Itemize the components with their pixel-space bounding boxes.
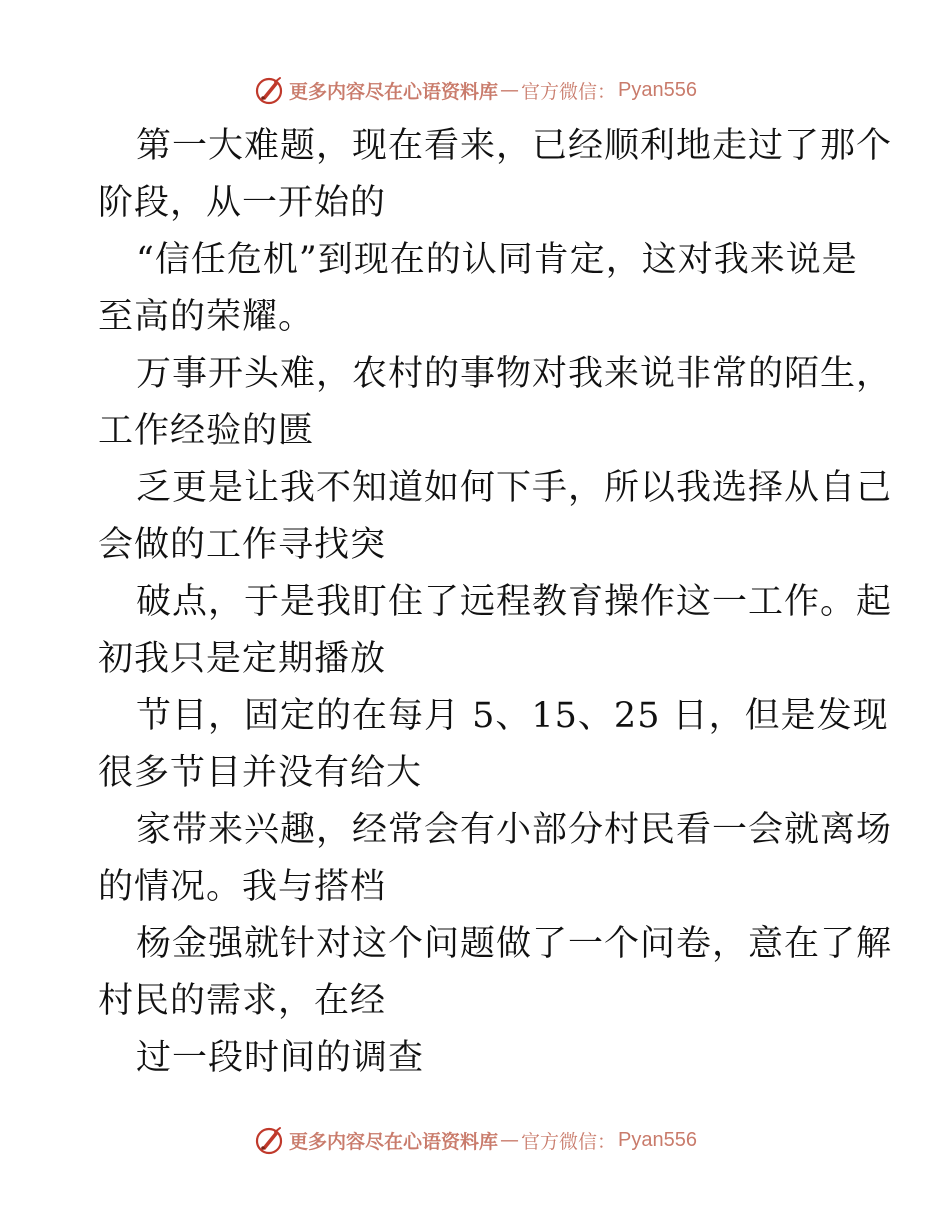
text-line: 节目，固定的在每月 5、15、25 日，但是发现 — [136, 696, 889, 736]
body-text — [98, 118, 893, 1087]
watermark-account-id: Pyan556 — [618, 78, 697, 101]
footer-watermark — [0, 1122, 950, 1158]
watermark-dash: — — [500, 79, 520, 101]
text-line: 第一大难题，现在看来，已经顺利地走过了那个 — [136, 126, 893, 166]
text-line: 过一段时间的调查 — [136, 1038, 425, 1078]
text-line: 工作经验的匮 — [98, 411, 315, 451]
quill-pen-logo-icon — [253, 1124, 285, 1156]
text-line: 家带来兴趣，经常会有小部分村民看一会就离场 — [136, 810, 893, 850]
watermark-label: 官方微信： — [521, 80, 617, 103]
text-line: “信任危机”到现在的认同肯定，这对我来说是 — [136, 240, 858, 280]
text-line: 村民的需求，在经 — [98, 981, 387, 1021]
text-line: 破点，于是我盯住了远程教育操作这一工作。起 — [136, 582, 893, 622]
watermark-account-id: Pyan556 — [618, 1128, 697, 1151]
text-line: 乏更是让我不知道如何下手，所以我选择从自己 — [136, 468, 893, 508]
text-line: 至高的荣耀。 — [98, 297, 315, 337]
text-line: 杨金强就针对这个问题做了一个问卷，意在了解 — [136, 924, 893, 964]
watermark-dash: — — [500, 1129, 520, 1151]
watermark-brand-text: 更多内容尽在心语资料库 — [289, 80, 499, 103]
text-line: 会做的工作寻找突 — [98, 525, 387, 565]
text-line: 很多节目并没有给大 — [98, 753, 423, 793]
watermark-label: 官方微信： — [521, 1130, 617, 1153]
quill-pen-logo-icon — [253, 74, 285, 106]
text-line: 的情况。我与搭档 — [98, 867, 387, 907]
text-line: 万事开头难，农村的事物对我来说非常的陌生， — [136, 354, 893, 394]
text-line: 初我只是定期播放 — [98, 639, 387, 679]
text-line: 阶段，从一开始的 — [98, 183, 387, 223]
watermark-brand-text: 更多内容尽在心语资料库 — [289, 1130, 499, 1153]
header-watermark — [0, 72, 950, 108]
